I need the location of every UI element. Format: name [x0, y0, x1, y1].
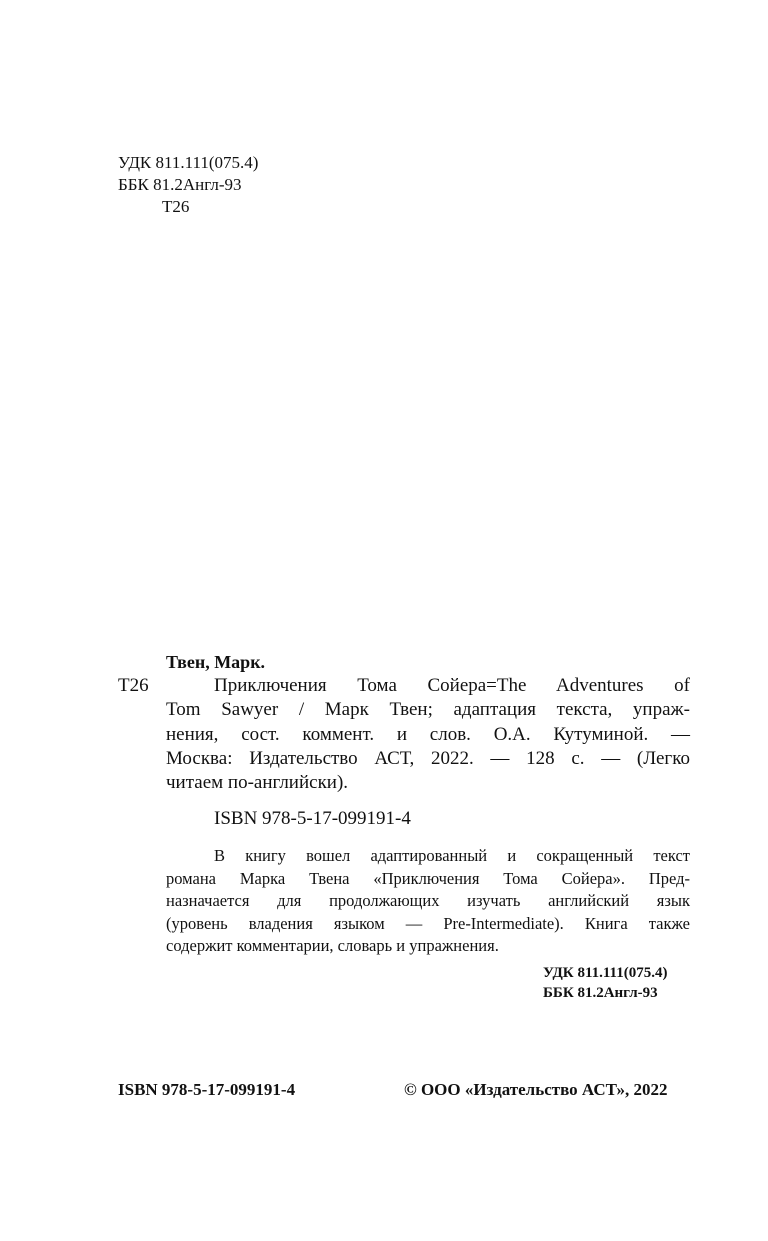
classification-codes-footer [543, 963, 667, 1003]
footer-isbn: ISBN 978-5-17-099191-4 [118, 1080, 296, 1099]
description-line: Приключения Тома Сойера=The Adventures of [214, 675, 690, 696]
bbk-code: ББК 81.2Англ-93 [118, 175, 242, 194]
copyright-notice: © ООО «Издательство АСТ», 2022 [404, 1080, 668, 1099]
author-mark: Т26 [162, 197, 190, 216]
annotation-line: назначается для продолжающих изучать английский язык [166, 891, 690, 910]
annotation-line: содержит комментарии, словарь и упражнения. [166, 936, 499, 955]
classification-codes-header [118, 152, 258, 218]
bbk-code-bottom: ББК 81.2Англ-93 [543, 985, 658, 1001]
author-name: Твен, Марк. [166, 652, 266, 672]
udk-code: УДК 811.111(075.4) [118, 153, 259, 172]
catalog-author-mark: Т26 [118, 675, 149, 696]
description-line: Москва: Издательство АСТ, 2022. — 128 с. — (Легко [166, 747, 690, 769]
annotation-line: (уровень владения языком — Pre-Intermediate). Книга также [166, 913, 690, 933]
description-line: читаем по-английски). [166, 772, 349, 794]
annotation-line: романа Марка Твена «Приключения Тома Сойера». Пред- [166, 868, 690, 888]
isbn: ISBN 978-5-17-099191-4 [214, 808, 411, 829]
annotation [166, 845, 690, 958]
annotation-line: В книгу вошел адаптированный и сокращенный текст [214, 846, 690, 865]
description-line: нения, сост. коммент. и слов. О.А. Кутуминой. — [166, 723, 690, 745]
udk-code-bottom: УДК 811.111(075.4) [543, 965, 668, 981]
bibliographic-description [166, 674, 690, 795]
description-line: Tom Sawyer / Марк Твен; адаптация текста, упраж- [166, 699, 690, 721]
